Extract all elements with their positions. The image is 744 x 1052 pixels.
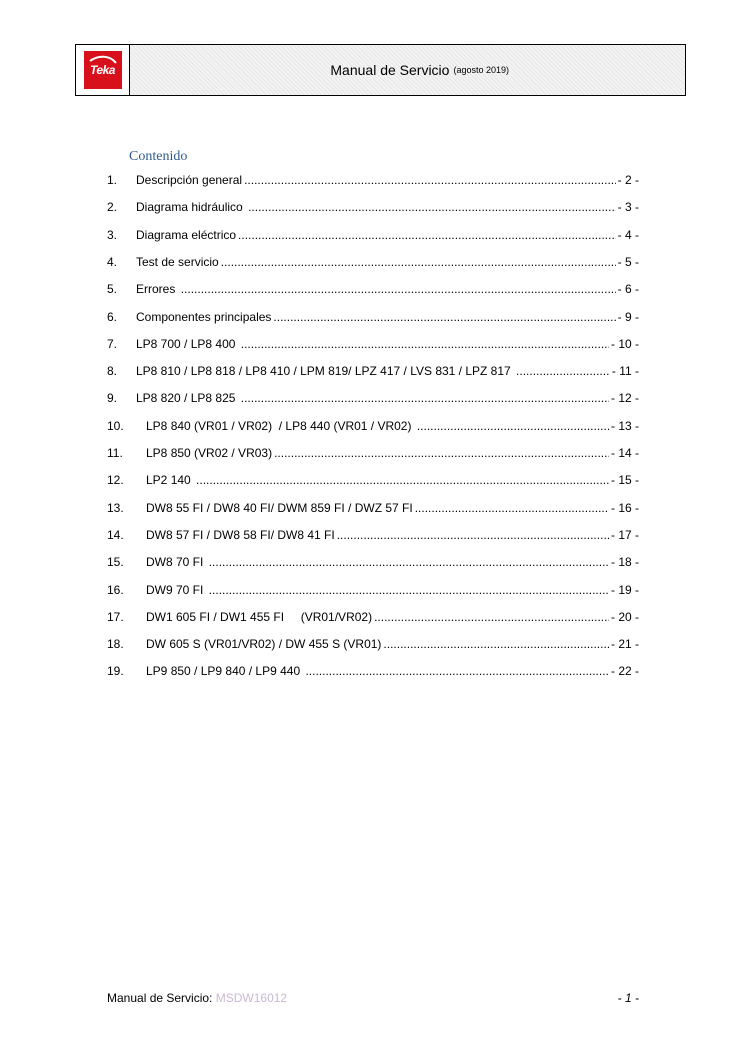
toc-entry-number: 9. <box>107 391 118 405</box>
footer-document-code: MSDW16012 <box>215 991 288 1005</box>
toc-dot-leader <box>415 501 609 515</box>
toc-entry[interactable] <box>107 446 639 466</box>
toc-entry-title: DW8 57 FI / DW8 58 FI/ DW8 41 FI <box>136 528 335 542</box>
toc-entry-title: Test de servicio <box>136 255 219 269</box>
page-footer <box>107 991 639 1005</box>
toc-dot-leader <box>305 664 609 678</box>
toc-entry-number: 17. <box>107 610 124 624</box>
toc-entry[interactable] <box>107 228 639 248</box>
footer-page-number: - 1 - <box>617 991 639 1005</box>
toc-entry-number: 11. <box>107 446 123 460</box>
toc-entry-page: - 11 - <box>611 364 639 378</box>
toc-entry-title: DW1 605 FI / DW1 455 FI (VR01/VR02) <box>136 610 373 624</box>
toc-entry[interactable] <box>107 282 639 302</box>
toc-entry-number: 16. <box>107 583 124 597</box>
toc-entry-page: - 17 - <box>610 528 639 542</box>
toc-entry-title: DW9 70 FI <box>136 583 207 597</box>
toc-entry-title: LP8 840 (VR01 / VR02) / LP8 440 (VR01 / VR02) <box>136 419 415 433</box>
toc-entry-page: - 10 - <box>610 337 639 351</box>
toc-dot-leader <box>417 419 609 433</box>
toc-entry-number: 18. <box>107 637 124 651</box>
toc-entry[interactable] <box>107 255 639 275</box>
toc-entry[interactable] <box>107 364 639 384</box>
toc-dot-leader <box>181 282 616 296</box>
toc-entry-number: 19. <box>107 664 124 678</box>
toc-entry-title: Diagrama hidráulico <box>136 200 247 214</box>
toc-entry-title: LP9 850 / LP9 840 / LP9 440 <box>136 664 304 678</box>
toc-dot-leader <box>209 583 609 597</box>
toc-entry-title: Errores <box>136 282 179 296</box>
toc-entry-title: DW 605 S (VR01/VR02) / DW 455 S (VR01) <box>136 637 382 651</box>
toc-entry-title: LP8 850 (VR02 / VR03) <box>136 446 273 460</box>
toc-entry-title: LP8 820 / LP8 825 <box>136 391 239 405</box>
toc-entry[interactable] <box>107 528 639 548</box>
toc-dot-leader <box>196 473 609 487</box>
document-date: (agosto 2019) <box>453 65 509 75</box>
toc-entry[interactable] <box>107 337 639 357</box>
toc-dot-leader <box>383 637 609 651</box>
toc-entry-page: - 2 - <box>617 173 639 187</box>
toc-entry[interactable] <box>107 583 639 603</box>
toc-entry[interactable] <box>107 555 639 575</box>
toc-dot-leader <box>248 200 616 214</box>
toc-entry-page: - 14 - <box>610 446 639 460</box>
teka-logo <box>84 51 122 89</box>
toc-entry-number: 15. <box>107 555 124 569</box>
toc-dot-leader <box>238 228 616 242</box>
toc-entry-page: - 15 - <box>610 473 639 487</box>
toc-entry[interactable] <box>107 473 639 493</box>
toc-entry-title: DW8 70 FI <box>136 555 207 569</box>
toc-entry-page: - 20 - <box>610 610 639 624</box>
toc-entry-page: - 4 - <box>617 228 639 242</box>
toc-dot-leader <box>244 173 616 187</box>
toc-entry[interactable] <box>107 501 639 521</box>
toc-entry[interactable] <box>107 610 639 630</box>
toc-entry-title: Descripción general <box>136 173 243 187</box>
toc-dot-leader <box>374 610 609 624</box>
toc-entry-number: 13. <box>107 501 124 515</box>
toc-entry[interactable] <box>107 173 639 193</box>
toc-entry-title: LP2 140 <box>136 473 195 487</box>
toc-entry[interactable] <box>107 637 639 657</box>
toc-entry[interactable] <box>107 419 639 439</box>
toc-entry-number: 1. <box>107 173 118 187</box>
toc-entry[interactable] <box>107 664 639 684</box>
toc-entry-title: DW8 55 FI / DW8 40 FI/ DWM 859 FI / DWZ 57 FI <box>136 501 413 515</box>
toc-entry-title: Diagrama eléctrico <box>136 228 237 242</box>
toc-dot-leader <box>241 337 609 351</box>
footer-left <box>107 991 287 1005</box>
toc-entry-number: 4. <box>107 255 118 269</box>
toc-dot-leader <box>337 528 609 542</box>
toc-entry-number: 3. <box>107 228 118 242</box>
toc-dot-leader <box>241 391 609 405</box>
toc-entry-title: LP8 810 / LP8 818 / LP8 410 / LPM 819/ LPZ 417 / LVS 831 / LPZ 817 <box>136 364 515 378</box>
toc-entry-page: - 16 - <box>610 501 639 515</box>
toc-entry[interactable] <box>107 391 639 411</box>
toc-entry-page: - 6 - <box>617 282 639 296</box>
toc-entry-title: Componentes principales <box>136 310 272 324</box>
toc-entry-number: 14. <box>107 528 124 542</box>
toc-entry-number: 7. <box>107 337 118 351</box>
toc-entry-number: 12. <box>107 473 124 487</box>
toc-dot-leader <box>516 364 610 378</box>
toc-entry-page: - 22 - <box>610 664 639 678</box>
toc-heading: Contenido <box>129 149 188 164</box>
logo-cell <box>76 45 130 95</box>
header-title-cell <box>130 45 685 95</box>
toc-entry-number: 10. <box>107 419 124 433</box>
toc-entry-page: - 5 - <box>617 255 639 269</box>
toc-entry[interactable] <box>107 310 639 330</box>
toc-entry-number: 2. <box>107 200 118 214</box>
document-title: Manual de Servicio <box>330 62 450 78</box>
page-header <box>75 44 686 96</box>
toc-entry-page: - 9 - <box>617 310 639 324</box>
toc-entry-page: - 12 - <box>610 391 639 405</box>
toc-entry-page: - 3 - <box>617 200 639 214</box>
toc-dot-leader <box>209 555 609 569</box>
toc-entry[interactable] <box>107 200 639 220</box>
toc-entry-number: 8. <box>107 364 118 378</box>
toc-entry-page: - 18 - <box>610 555 639 569</box>
toc-entry-number: 5. <box>107 282 118 296</box>
toc-entry-page: - 19 - <box>610 583 639 597</box>
logo-text: Teka <box>90 63 115 77</box>
toc-entry-page: - 21 - <box>610 637 639 651</box>
toc-dot-leader <box>273 310 615 324</box>
toc-entry-page: - 13 - <box>610 419 639 433</box>
toc-dot-leader <box>221 255 616 269</box>
footer-label: Manual de Servicio: <box>107 991 213 1005</box>
toc-entry-title: LP8 700 / LP8 400 <box>136 337 239 351</box>
toc-dot-leader <box>274 446 609 460</box>
toc-entry-number: 6. <box>107 310 118 324</box>
